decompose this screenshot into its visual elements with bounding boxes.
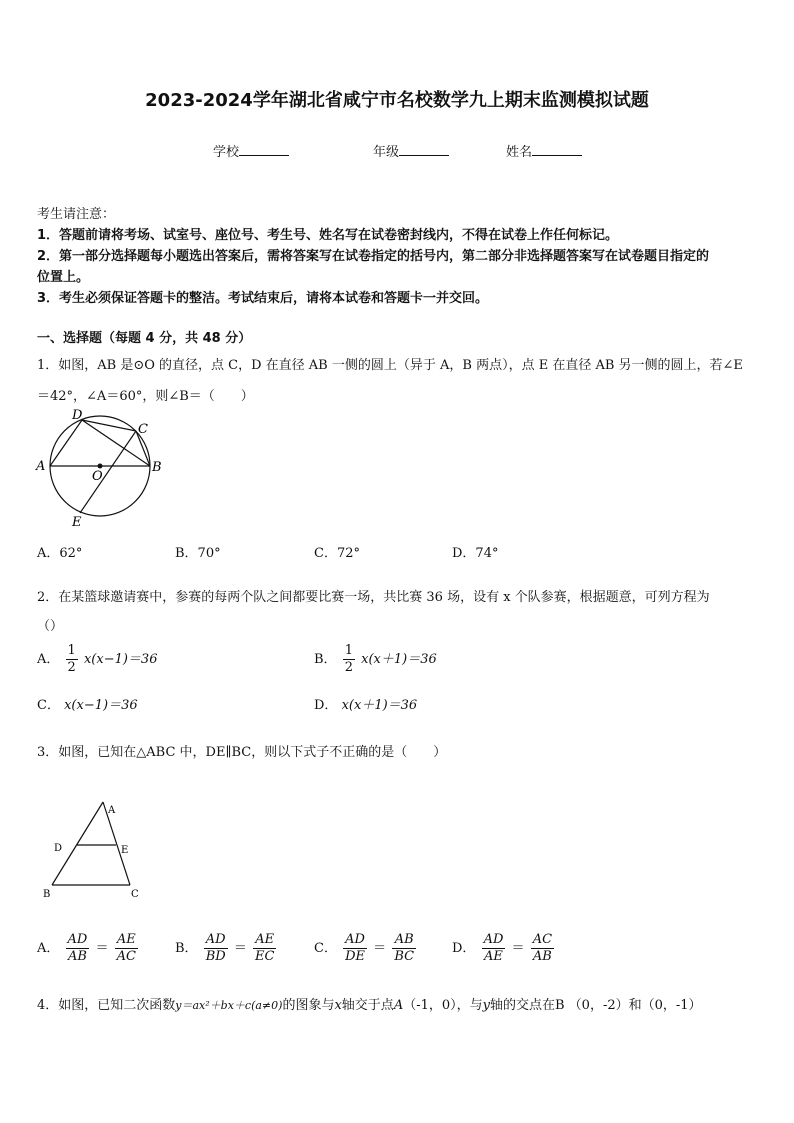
frac-num: AD xyxy=(204,932,228,949)
grade-label: 年级 xyxy=(373,145,400,160)
q1-option-b[interactable]: B．70° xyxy=(175,546,221,561)
frac-num: AD xyxy=(483,932,504,947)
school-label: 学校 xyxy=(213,145,240,160)
school-blank xyxy=(239,143,289,156)
q3-stem: 3．如图，已知在△ABC 中，DE∥BC，则以下式子不正确的是（ ） xyxy=(37,745,447,760)
q4-coord-a: （-1，0），与 xyxy=(403,998,483,1013)
q3-option-c[interactable] xyxy=(314,932,418,965)
q3-triangle-figure xyxy=(38,796,148,906)
frac-num: AE xyxy=(253,932,276,949)
q2-option-b-fraction xyxy=(343,643,355,676)
frac-num: 1 xyxy=(67,643,76,658)
q3-option-d-left xyxy=(482,932,506,965)
q3-option-a[interactable] xyxy=(37,932,140,965)
label-e: E xyxy=(72,515,82,530)
equals-sign: ＝ xyxy=(233,941,247,956)
q2-option-a-letter: A． xyxy=(37,652,60,667)
label-c: C xyxy=(131,889,139,900)
label-c: C xyxy=(138,422,148,437)
q3-option-d-letter: D． xyxy=(452,941,476,956)
label-b: B xyxy=(152,460,162,475)
name-label: 姓名 xyxy=(506,145,533,160)
q2-option-c-letter: C． xyxy=(37,698,60,713)
frac-den: EC xyxy=(254,949,275,964)
frac-num: AB xyxy=(392,932,416,949)
frac-num: AE xyxy=(115,932,138,949)
q2-option-d-expr: x(x＋1)＝36 xyxy=(341,698,418,713)
frac-num: 1 xyxy=(344,643,353,658)
q4-x-var: x xyxy=(334,998,342,1013)
q4-tail: 轴的交点在B （0，-2）和（0，-1） xyxy=(490,998,702,1013)
q4-stem xyxy=(37,994,702,1013)
q4-function: y＝ax²＋bx＋c(a≠0) xyxy=(175,999,283,1012)
label-b: B xyxy=(43,889,51,900)
notice-item-1: 1．答题前请将考场、试室号、座位号、考生号、姓名写在试卷密封线内，不得在试卷上作任何标记。 xyxy=(37,228,619,243)
q3-option-a-right xyxy=(115,932,138,965)
q2-stem-line1: 2．在某篮球邀请赛中，参赛的每两个队之间都要比赛一场，共比赛 36 场，设有 x 个队参赛，根据题意，可列方程为 xyxy=(37,590,710,605)
page-title: 2023-2024学年湖北省咸宁市名校数学九上期末监测模拟试题 xyxy=(145,90,649,111)
frac-den: AE xyxy=(484,949,503,964)
q1-stem-line1: 1．如图，AB 是⊙O 的直径，点 C，D 在直径 AB 一侧的圆上（异于 A，B 两点），点 E 在直径 AB 另一侧的圆上，若∠E xyxy=(37,358,743,373)
name-field xyxy=(506,141,582,160)
q1-stem-line2: ＝42°，∠A＝60°，则∠B＝（ ） xyxy=(37,389,254,404)
q2-option-c[interactable] xyxy=(37,694,138,713)
q3-option-d-right xyxy=(531,932,554,965)
frac-num: AC xyxy=(532,932,553,947)
q2-option-b-expr: x(x＋1)＝36 xyxy=(361,652,437,667)
q4-y-var: y xyxy=(482,998,490,1013)
q2-option-b[interactable] xyxy=(314,643,437,676)
frac-den: AB xyxy=(67,949,87,964)
frac-den: AB xyxy=(532,949,552,964)
frac-num: AD xyxy=(343,932,367,949)
q2-option-c-expr: x(x−1)＝36 xyxy=(64,698,138,713)
chord-ce xyxy=(80,431,136,513)
grade-blank xyxy=(399,143,449,156)
q2-option-a-fraction xyxy=(66,643,78,676)
frac-den: 2 xyxy=(344,660,353,675)
q1-option-c[interactable]: C．72° xyxy=(314,546,360,561)
grade-field xyxy=(373,141,449,160)
chord-ad xyxy=(50,420,82,466)
label-a: A xyxy=(36,459,46,474)
q1-option-a[interactable]: A．62° xyxy=(37,546,83,561)
q2-option-d-letter: D． xyxy=(314,698,338,713)
q3-option-d[interactable] xyxy=(452,932,556,965)
q3-option-a-left xyxy=(66,932,90,965)
frac-den: AC xyxy=(116,949,136,964)
q4-mid2: 轴交于点 xyxy=(341,998,394,1013)
center-dot xyxy=(98,464,103,469)
frac-den: BD xyxy=(205,949,226,964)
frac-num: AD xyxy=(67,932,88,947)
q3-option-c-right xyxy=(392,932,416,965)
equals-sign: ＝ xyxy=(511,941,525,956)
q1-circle-figure xyxy=(34,405,166,533)
equals-sign: ＝ xyxy=(95,941,109,956)
q3-option-b-right xyxy=(253,932,276,965)
frac-den: DE xyxy=(345,949,366,964)
frac-den: BC xyxy=(394,949,415,964)
q2-option-a-expr: x(x−1)＝36 xyxy=(83,652,158,667)
q3-option-b-letter: B． xyxy=(175,941,198,956)
q3-option-c-left xyxy=(343,932,367,965)
notice-item-3: 3．考生必须保证答题卡的整洁。考试结束后，请将本试卷和答题卡一并交回。 xyxy=(37,291,489,306)
q2-option-b-letter: B． xyxy=(314,652,337,667)
q3-option-c-letter: C． xyxy=(314,941,337,956)
q2-option-a[interactable] xyxy=(37,643,157,676)
label-d: D xyxy=(54,843,63,854)
q2-option-d[interactable] xyxy=(314,694,417,713)
label-d: D xyxy=(72,408,83,423)
q1-option-d[interactable]: D．74° xyxy=(452,546,499,561)
label-a: A xyxy=(108,805,116,816)
notice-heading: 考生请注意： xyxy=(37,207,116,222)
notice-item-2-cont: 位置上。 xyxy=(37,270,90,285)
q3-option-b[interactable] xyxy=(175,932,278,965)
q4-point-a: A xyxy=(393,998,404,1013)
label-o: O xyxy=(92,469,103,484)
section-title: 一、选择题（每题 4 分，共 48 分） xyxy=(37,331,252,346)
q3-option-a-letter: A． xyxy=(37,941,60,956)
label-e: E xyxy=(121,845,129,856)
q3-option-b-left xyxy=(204,932,228,965)
frac-den: 2 xyxy=(67,660,76,675)
q4-prefix: 4．如图，已知二次函数 xyxy=(37,998,176,1013)
q2-stem-line2: （） xyxy=(37,619,64,634)
school-field xyxy=(213,141,289,160)
equals-sign: ＝ xyxy=(373,941,387,956)
name-blank xyxy=(532,143,582,156)
q4-mid: 的图象与 xyxy=(282,998,335,1013)
notice-item-2: 2．第一部分选择题每小题选出答案后，需将答案写在试卷指定的括号内，第二部分非选择题答案写在试卷题目指定的 xyxy=(37,249,710,264)
